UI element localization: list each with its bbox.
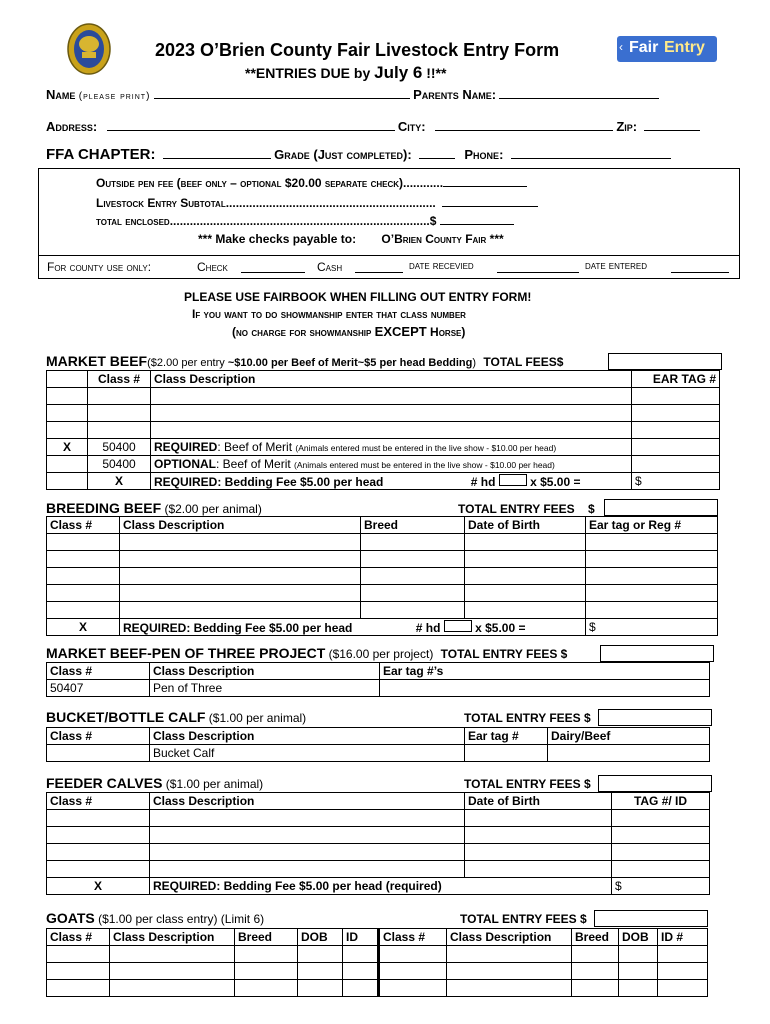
col-class: Class # (47, 663, 150, 680)
col-ear-tag: EAR TAG # (632, 371, 720, 388)
bedding-total[interactable]: $ (586, 619, 718, 636)
breeding-beef-total-label (458, 502, 595, 516)
cash-label: Cash (317, 260, 343, 274)
bedding-fee-row (120, 619, 586, 636)
fairentry-logo-fair: Fair (629, 39, 659, 56)
col-breed: Breed (235, 929, 298, 946)
col-class: Class # (47, 517, 120, 534)
table-row[interactable] (47, 388, 720, 405)
market-beef-fee: ($2.00 per entry (147, 357, 228, 369)
zip-field[interactable] (644, 118, 700, 131)
table-row (47, 439, 720, 456)
check-field[interactable] (241, 260, 305, 273)
ffa-chapter-field[interactable] (163, 146, 271, 159)
total-dollar: $ (588, 502, 595, 516)
class-number: 50400 (88, 456, 151, 473)
table-row[interactable] (47, 810, 710, 827)
name-row (46, 86, 726, 104)
bedding-fee-label: REQUIRED: Bedding Fee $5.00 per head (123, 620, 353, 635)
market-beef-fee-detail: ~$10.00 per Beef of Merit~$5 per head Bedding (227, 357, 473, 369)
fairentry-logo (617, 36, 717, 62)
name-hint: (please print) (78, 91, 151, 102)
pen-three-header (46, 645, 567, 661)
col-class: Class # (88, 371, 151, 388)
col-class: Class # (47, 929, 110, 946)
table-row[interactable] (47, 585, 718, 602)
table-header-row (47, 517, 718, 534)
date-received-label: date recevied (409, 260, 474, 272)
market-beef-table (46, 370, 720, 490)
showmanship-note: If you want to do showmanship enter that class number (192, 307, 466, 321)
cash-field[interactable] (355, 260, 403, 273)
livestock-subtotal-field[interactable] (442, 196, 538, 207)
required-x: X (47, 439, 88, 456)
ear-tag-field[interactable] (465, 745, 548, 762)
col-description-2: Class Description (447, 929, 572, 946)
class-number: 50400 (88, 439, 151, 456)
breeding-beef-table (46, 516, 718, 636)
col-id-2: ID # (658, 929, 708, 946)
col-description: Class Description (150, 663, 380, 680)
goats-table (46, 928, 708, 997)
feeder-calves-table (46, 792, 710, 895)
bucket-calf-fee: ($1.00 per animal) (205, 711, 307, 725)
table-header-row (47, 663, 710, 680)
phone-field[interactable] (511, 146, 671, 159)
col-dob: Date of Birth (465, 517, 586, 534)
page-title: 2023 O’Brien County Fair Livestock Entry Form (155, 40, 560, 60)
pen-three-total-label: TOTAL ENTRY FEES $ (440, 647, 568, 661)
beef-of-merit-label: : Beef of Merit (216, 457, 295, 471)
bedding-fee-label: REQUIRED: Bedding Fee $5.00 per head (154, 474, 384, 489)
required-label: REQUIRED (154, 440, 218, 454)
pen-three-table (46, 662, 710, 697)
parents-name-label: Parents Name: (413, 87, 497, 102)
bucket-calf-total-field[interactable] (598, 709, 712, 726)
breeding-beef-title: BREEDING BEEF (46, 500, 162, 516)
bedding-total[interactable]: $ (632, 473, 720, 490)
head-count-label: # hd (415, 620, 441, 635)
table-cell[interactable] (632, 439, 720, 456)
no-charge-b: EXCEPT (374, 324, 427, 339)
col-breed: Breed (361, 517, 465, 534)
payable-text: *** Make checks payable to: (198, 232, 357, 246)
class-description: Pen of Three (150, 680, 380, 697)
feeder-calves-fee: ($1.00 per animal) (162, 777, 264, 791)
due-date-line (245, 63, 446, 83)
market-beef-total-label: TOTAL FEES$ (483, 355, 564, 369)
name-field[interactable] (154, 86, 410, 99)
col-class: Class # (47, 728, 150, 745)
head-count-label: # hd (470, 474, 496, 489)
grade-field[interactable] (419, 146, 455, 159)
parents-name-field[interactable] (499, 86, 659, 99)
date-received-field[interactable] (497, 260, 579, 273)
table-row[interactable] (47, 827, 710, 844)
market-beef-header (46, 353, 563, 369)
grade-label: Grade (Just completed): (274, 147, 412, 162)
table-row (47, 456, 720, 473)
col-id: ID (343, 929, 379, 946)
feeder-calves-title: FEEDER CALVES (46, 775, 163, 791)
no-charge-a: (no charge for showmanship (232, 325, 375, 339)
goats-fee: ($1.00 per class entry) (Limit 6) (94, 912, 265, 926)
table-row[interactable] (47, 844, 710, 861)
pen-three-total-field[interactable] (600, 645, 714, 662)
table-cell[interactable] (47, 456, 88, 473)
table-cell (47, 473, 88, 490)
ffa-chapter-label: FFA CHAPTER: (46, 146, 156, 163)
table-header-row (47, 929, 708, 946)
breeding-beef-total-field[interactable] (604, 499, 718, 516)
class-number: 50407 (47, 680, 150, 697)
dairy-beef-field[interactable] (548, 745, 710, 762)
table-row[interactable] (47, 980, 708, 997)
due-suffix: !!** (422, 65, 447, 81)
col-dairy-beef: Dairy/Beef (548, 728, 710, 745)
table-row[interactable] (47, 946, 708, 963)
multiplier-label: x $5.00 = (475, 620, 526, 635)
table-row (47, 878, 710, 895)
total-enclosed-text: total enclosed..............................................................................$ (96, 214, 437, 228)
class-description: Bucket Calf (150, 745, 465, 762)
table-row[interactable] (47, 405, 720, 422)
ear-tags-field[interactable] (380, 680, 710, 697)
livestock-subtotal-line (96, 196, 538, 210)
head-count-field[interactable] (444, 620, 472, 632)
address-label: Address: (46, 119, 98, 134)
table-row[interactable] (47, 422, 720, 439)
goats-total-label: TOTAL ENTRY FEES $ (460, 912, 587, 926)
table-header-row (47, 371, 720, 388)
no-charge-note (232, 324, 465, 339)
optional-label: OPTIONAL (154, 457, 216, 471)
chapter-row (46, 146, 726, 166)
beef-of-merit-required (151, 439, 632, 456)
col-description: Class Description (110, 929, 235, 946)
col-description: Class Description (120, 517, 361, 534)
payable-line (198, 232, 504, 246)
outside-pen-fee-field[interactable] (443, 176, 527, 187)
check-label: Check (197, 260, 228, 274)
table-row (47, 619, 718, 636)
market-beef-title: MARKET BEEF (46, 353, 148, 369)
ffa-logo-icon (66, 22, 112, 76)
goats-header (46, 910, 264, 926)
table-row (47, 680, 710, 697)
table-row[interactable] (47, 534, 718, 551)
livestock-subtotal-text: Livestock Entry Subtotal............................................................... (96, 196, 436, 210)
fairentry-chevron-icon: ‹ (619, 40, 623, 54)
table-row[interactable] (47, 568, 718, 585)
col-description: Class Description (150, 793, 465, 810)
fairentry-logo-entry: Entry (664, 39, 705, 56)
pen-three-title: MARKET BEEF-PEN OF THREE PROJECT (46, 645, 326, 661)
table-cell[interactable] (632, 456, 720, 473)
col-class-2: Class # (379, 929, 447, 946)
col-tag-id: TAG #/ ID (612, 793, 710, 810)
col-ear-tag: Ear tag # (465, 728, 548, 745)
bedding-fee-row (151, 473, 632, 490)
col-ear-tag: Ear tag or Reg # (586, 517, 718, 534)
goats-total-field[interactable] (594, 910, 708, 927)
required-x: X (88, 473, 151, 490)
col-dob: Date of Birth (465, 793, 612, 810)
total-label: TOTAL ENTRY FEES (458, 502, 575, 516)
bucket-calf-title: BUCKET/BOTTLE CALF (46, 709, 206, 725)
county-use-label: For county use only: (47, 260, 152, 274)
col-class: Class # (47, 793, 150, 810)
beef-of-merit-note: (Animals entered must be entered in the live show - $10.00 per head) (295, 443, 557, 453)
beef-of-merit-note: (Animals entered must be entered in the live show - $10.00 per head) (294, 460, 555, 470)
date-entered-label: date entered (585, 260, 648, 272)
address-row (46, 118, 726, 136)
outside-pen-fee-text: Outside pen fee (beef only – optional $20.00 separate check)............ (96, 176, 444, 190)
multiplier-label: x $5.00 = (530, 474, 581, 489)
no-charge-c: Horse) (426, 325, 466, 339)
bucket-calf-header (46, 709, 306, 725)
pen-three-fee: ($16.00 per project) (325, 647, 434, 661)
payable-to: O’Brien County Fair *** (381, 232, 504, 246)
city-field[interactable] (435, 118, 613, 131)
date-entered-field[interactable] (671, 260, 729, 273)
table-header-row (47, 793, 710, 810)
name-label: Name (46, 87, 76, 102)
fairbook-note: PLEASE USE FAIRBOOK WHEN FILLING OUT ENTRY FORM! (184, 290, 532, 304)
col-description: Class Description (150, 728, 465, 745)
beef-of-merit-optional (151, 456, 632, 473)
col-dob-2: DOB (619, 929, 658, 946)
bedding-fee-label: REQUIRED: Bedding Fee $5.00 per head (required) (150, 878, 612, 895)
phone-label: Phone: (464, 147, 504, 162)
col-breed-2: Breed (572, 929, 619, 946)
zip-label: Zip: (616, 119, 638, 134)
total-enclosed-field[interactable] (440, 214, 514, 225)
bucket-calf-total-label: TOTAL ENTRY FEES $ (464, 711, 591, 725)
market-beef-fee-close: ) (472, 357, 477, 369)
breeding-beef-fee: ($2.00 per animal) (161, 502, 262, 516)
due-prefix: **ENTRIES DUE by (245, 65, 375, 81)
breeding-beef-header (46, 500, 262, 516)
feeder-calves-header (46, 775, 263, 791)
bedding-total[interactable]: $ (612, 878, 710, 895)
col-dob: DOB (298, 929, 343, 946)
col-description: Class Description (151, 371, 632, 388)
address-field[interactable] (107, 118, 395, 131)
feeder-calves-total-field[interactable] (598, 775, 712, 792)
total-enclosed-line (96, 214, 514, 228)
table-row[interactable] (47, 602, 718, 619)
table-row[interactable] (47, 963, 708, 980)
goats-title: GOATS (46, 910, 95, 926)
required-x: X (47, 878, 150, 895)
bucket-calf-table (46, 727, 710, 762)
due-date: July 6 (374, 63, 423, 82)
required-x: X (47, 619, 120, 636)
city-label: City: (397, 119, 426, 134)
market-beef-total-field[interactable] (608, 353, 722, 370)
table-row (47, 473, 720, 490)
table-row[interactable] (47, 861, 710, 878)
feeder-calves-total-label: TOTAL ENTRY FEES $ (464, 777, 591, 791)
head-count-field[interactable] (499, 474, 527, 486)
outside-pen-fee-line (96, 176, 527, 190)
table-row[interactable] (47, 551, 718, 568)
beef-of-merit-label: : Beef of Merit (217, 440, 296, 454)
county-use-row (38, 255, 740, 279)
table-header-row (47, 728, 710, 745)
table-row (47, 745, 710, 762)
table-cell (47, 371, 88, 388)
col-ear-tags: Ear tag #’s (380, 663, 710, 680)
class-number-field[interactable] (47, 745, 150, 762)
